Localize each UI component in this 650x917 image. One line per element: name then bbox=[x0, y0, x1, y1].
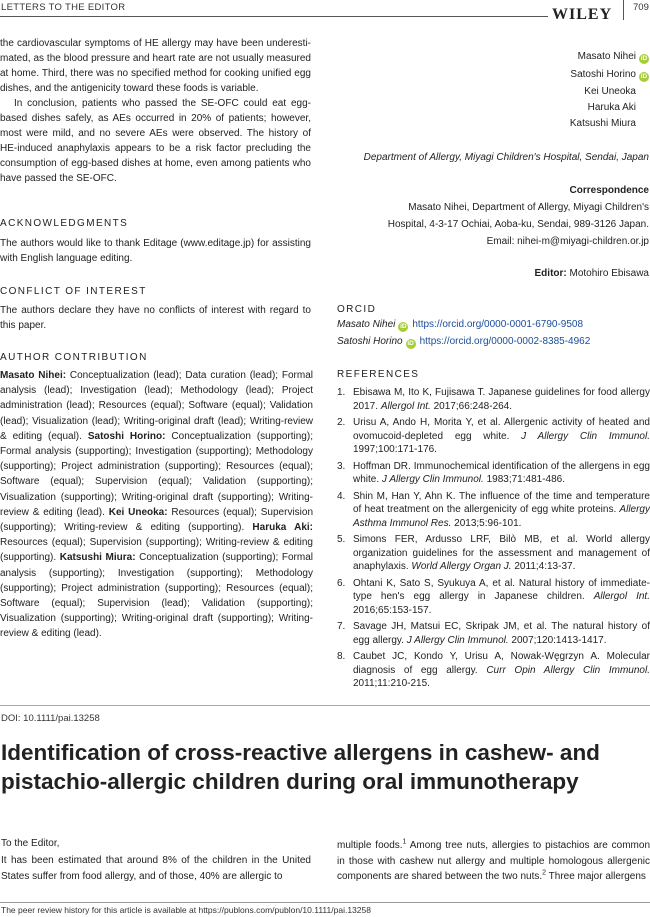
running-header-section: LETTERS TO THE EDITOR bbox=[1, 2, 126, 13]
contributor-name: Katsushi Miura: bbox=[59, 552, 136, 564]
orcid-heading: ORCID bbox=[337, 304, 377, 315]
body-paragraph-1: the cardiovascular symptoms of HE allergy may have been underesti-mated, as the blood pressure and heart rate are not usually measured at home. Third, there was no specified method for cooking unified egg dishes, and the antigenicity toward these foods is variable. bbox=[0, 38, 311, 94]
acknowledgments-text: The authors would like to thank Editage (www.editage.jp) for assisting with English language editing. bbox=[0, 238, 311, 264]
contributor-roles: Resources (equal); Supervision (supporting); Writing-review & editing (supporting). bbox=[0, 537, 313, 564]
contributor-name: Kei Uneoka: bbox=[108, 506, 168, 518]
reference-item: 5. Simons FER, Ardusso LRF, Bilò MB, et al. World allergy organization guidelines for the assessment and management of anaphylaxis. World Allergy Organ J. 2011;4:13-37. bbox=[337, 534, 650, 572]
citation-marker[interactable]: 1 bbox=[402, 838, 407, 846]
correspondence-heading: Correspondence bbox=[569, 185, 649, 196]
left-column-text bbox=[0, 36, 311, 186]
author-name: Haruka Aki bbox=[587, 102, 636, 113]
orcid-icon[interactable]: iD bbox=[407, 340, 414, 347]
salutation: To the Editor, bbox=[1, 838, 60, 849]
affiliation: Department of Allergy, Miyagi Children's Hospital, Sendai, Japan bbox=[363, 152, 649, 163]
reference-list bbox=[337, 386, 650, 694]
acknowledgments-heading: ACKNOWLEDGMENTS bbox=[0, 218, 129, 229]
reference-item: 8. Caubet JC, Kondo Y, Urisu A, Nowak-Węgrzyn A. Molecular diagnosis of egg allergy. Curr Opin Allergy Clin Immunol. 2011;11:210-215. bbox=[337, 651, 650, 689]
page-number: 709 bbox=[633, 2, 649, 13]
orcid-link[interactable]: https://orcid.org/0000-0002-8385-4962 bbox=[419, 336, 591, 347]
contributor-name: Masato Nihei: bbox=[0, 370, 67, 381]
contributor-name: Satoshi Horino: bbox=[87, 430, 166, 442]
reference-item: 1. Ebisawa M, Ito K, Fujisawa T. Japanese guidelines for food allergy 2017. Allergol Int. 2017;66:248-264. bbox=[337, 387, 650, 412]
article-body-right: multiple foods.$^1$ Among tree nuts, allergies to pistachios are common in those with cashew nut allergy and multiple homologous allergenic components are shared between the two nuts.$^2$ Three major allergens bbox=[337, 838, 650, 882]
article-body-left: It has been estimated that around 8% of the children in the United States suffer from food allergy, and of those, 40% are allergic to bbox=[1, 855, 311, 882]
editor-line: Editor: Motohiro Ebisawa bbox=[534, 268, 649, 279]
reference-item: 2. Urisu A, Ando H, Morita Y, et al. Allergenic activity of heated and ovomucoid-depleted egg white. J Allergy Clin Immunol. 1997;100:171-176. bbox=[337, 417, 650, 455]
reference-item: 7. Savage JH, Matsui EC, Skripak JM, et al. The natural history of egg allergy. J Allergy Clin Immunol. 2007;120:1413-1417. bbox=[337, 621, 650, 646]
header-rule bbox=[0, 16, 548, 17]
references-heading: REFERENCES bbox=[337, 369, 420, 380]
orcid-entry: Masato Nihei iD https://orcid.org/0000-0001-6790-9508 bbox=[337, 319, 584, 330]
reference-item: 4. Shin M, Han Y, Ahn K. The influence of the time and temperature of heat treatment on the allergenicity of egg white proteins. Allergy Asthma Immunol Res. 2013;5:96-101. bbox=[337, 490, 650, 529]
contribution-text bbox=[0, 368, 313, 642]
article-separator bbox=[0, 705, 650, 706]
footer-rule bbox=[0, 902, 650, 903]
contributor-roles: Conceptualization (supporting); Formal analysis (supporting); Investigation (supporting); Methodology (supporting); Project administration (supporting); Resources (equal); Software (equal); Supervision (equal); Validation (supporting); Visualization (supporting); Writing-original draft (supporting); Writing-review & editing (lead). bbox=[0, 430, 313, 518]
correspondence-line: Masato Nihei, Department of Allergy, Miyagi Children's bbox=[408, 202, 649, 213]
header-divider bbox=[623, 0, 624, 20]
author-name: Satoshi Horino iD bbox=[570, 69, 648, 80]
reference-item: 6. Ohtani K, Sato S, Syukuya A, et al. Natural history of immediate-type hen's egg allergy in Japanese children. Allergol Int. 2016;65:153-157. bbox=[337, 577, 650, 616]
contribution-heading: AUTHOR CONTRIBUTION bbox=[0, 352, 148, 363]
contributor-roles: Conceptualization (lead); Data curation (lead); Formal analysis (lead); Investigation (lead); Methodology (lead); Project administration (lead); Resources (equal); Software (equal); Validation (lead); Visualization (lead); Writing-original draft (lead); Writing-review & editing (equal). bbox=[0, 370, 313, 442]
citation-marker[interactable]: 2 bbox=[542, 869, 547, 877]
orcid-entry: Satoshi Horino iD https://orcid.org/0000-0002-8385-4962 bbox=[337, 336, 591, 347]
orcid-icon[interactable]: iD bbox=[640, 55, 648, 62]
body-paragraph-2: In conclusion, patients who passed the SE-OFC could eat egg-based dishes safely, as AEs occurred in 20% of patients; however, most were mild, and no severe AEs were observed. The history of HE-induced anaphylaxis appears to be a risk factor precluding the consumption of egg-based dishes at home, even among patients who have passed the SE-OFC. bbox=[0, 98, 311, 184]
contributor-name: Haruka Aki: bbox=[252, 522, 313, 534]
correspondence-email[interactable]: Email: nihei-m@miyagi-children.or.jp bbox=[486, 236, 649, 247]
publisher-logo: WILEY bbox=[552, 6, 613, 23]
orcid-icon[interactable]: iD bbox=[640, 73, 648, 80]
orcid-link[interactable]: https://orcid.org/0000-0001-6790-9508 bbox=[412, 319, 584, 330]
footer-note: The peer review history for this article is available at https://publons.com/publon/10.1111/pai.13258 bbox=[1, 905, 371, 915]
article-doi[interactable]: DOI: 10.1111/pai.13258 bbox=[1, 713, 100, 724]
contributor-roles: Resources (equal); Supervision (supporting); Writing-review & editing (supporting). bbox=[0, 506, 314, 534]
conflict-heading: CONFLICT OF INTEREST bbox=[0, 286, 147, 297]
contributor-roles: Conceptualization (supporting); Formal analysis (supporting); Investigation (supporting); Methodology (supporting); Project administration (supporting); Resources (equal); Software (equal); Supervision (lead); Validation (supporting); Visualization (supporting); Writing-original draft (supporting); Writing-review & editing (lead). bbox=[0, 552, 313, 640]
correspondence-line: Hospital, 4-3-17 Ochiai, Aoba-ku, Sendai, 989-3126 Japan. bbox=[387, 219, 649, 230]
orcid-icon[interactable]: iD bbox=[400, 323, 407, 330]
conflict-text: The authors declare they have no conflicts of interest with regard to this paper. bbox=[0, 305, 311, 331]
author-name: Katsushi Miura bbox=[569, 118, 636, 129]
author-name: Kei Uneoka bbox=[584, 86, 636, 97]
article-title: Identification of cross-reactive allergens in cashew- and pistachio-allergic children during oral immunotherapy bbox=[1, 740, 600, 794]
reference-item: 3. Hoffman DR. Immunochemical identification of the allergens in egg white. J Allergy Clin Immunol. 1983;71:481-486. bbox=[337, 460, 650, 485]
author-name: Masato Nihei iD bbox=[577, 51, 648, 62]
